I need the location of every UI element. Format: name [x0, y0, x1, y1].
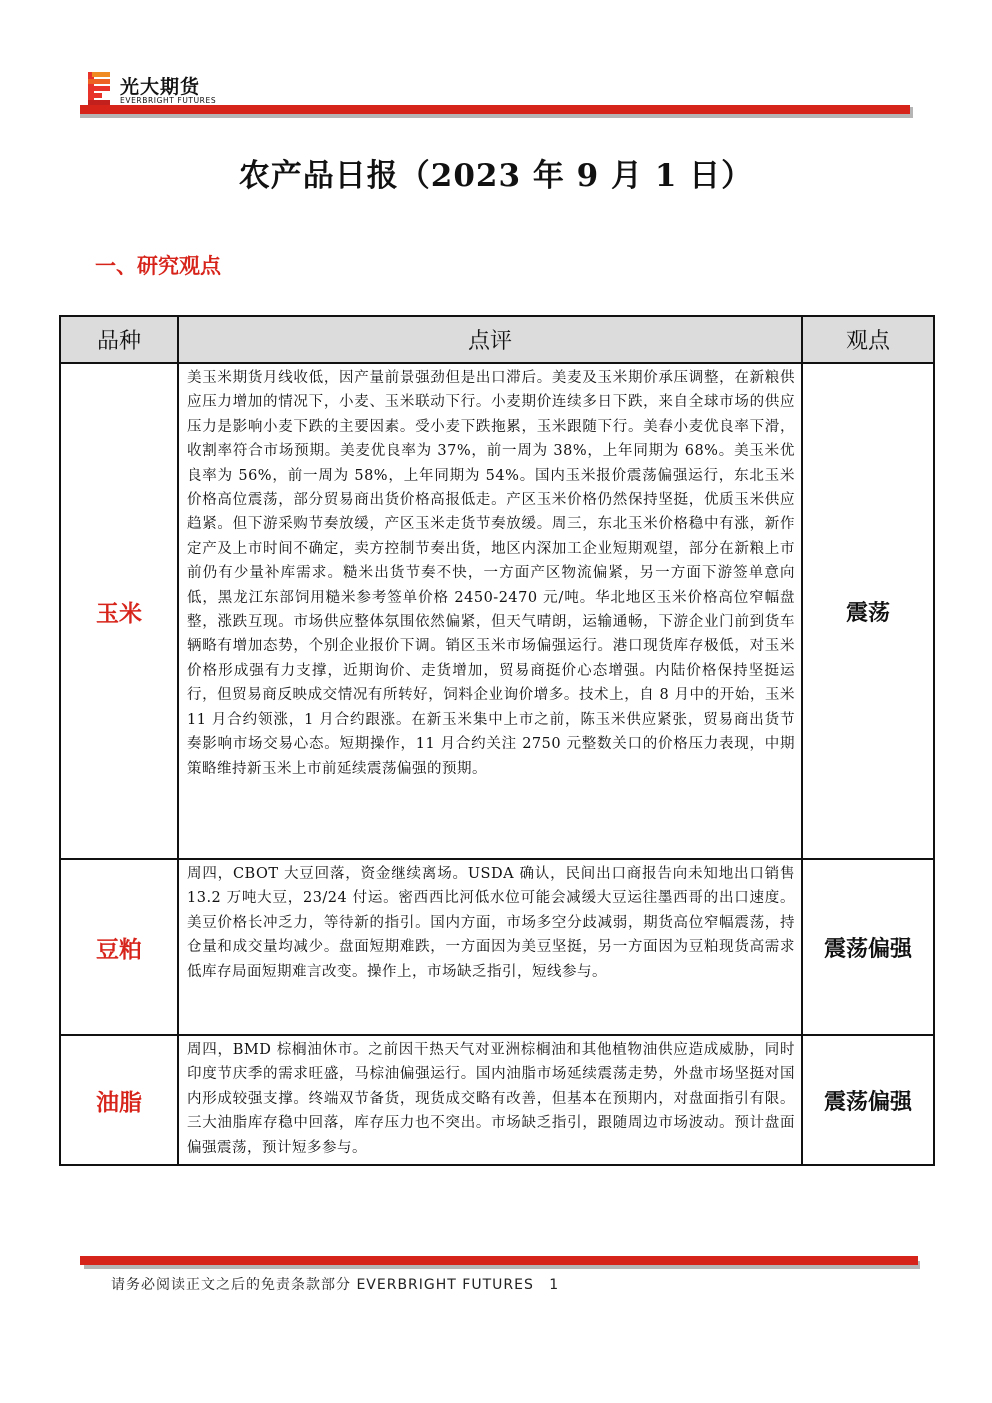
table-row	[60, 1035, 934, 1165]
table-row	[60, 859, 934, 1035]
page-number: 1	[549, 1277, 560, 1293]
comment-cell: 周四，BMD 棕榈油休市。之前因干热天气对亚洲棕榈油和其他植物油供应造成威胁，同时印度节庆季的需求旺盛，马棕油偏强运行。国内油脂市场延续震荡走势，外盘市场坚挺对国内形成较强支撑。终端双节备货，现货成交略有改善，但基本在预期内，对盘面指引有限。三大油脂库存稳中回落，库存压力也不突出。市场缺乏指引，跟随周边市场波动。预计盘面偏强震荡，预计短多参与。	[178, 1035, 802, 1165]
research-view-table	[59, 315, 935, 1166]
column-header-view: 观点	[802, 316, 934, 363]
view-cell: 震荡偏强	[802, 1035, 934, 1165]
column-header-variety: 品种	[60, 316, 178, 363]
comment-cell: 周四，CBOT 大豆回落，资金继续离场。USDA 确认，民间出口商报告向未知地出口销售 13.2 万吨大豆，23/24 付运。密西西比河低水位可能会减缓大豆运往墨西哥的出口速度。美豆价格长冲乏力，等待新的指引。国内方面，市场多空分歧减弱，期货高位窄幅震荡，持仓量和成交量均减少。盘面短期难跌，一方面因为美豆坚挺，另一方面因为豆粕现货高需求低库存局面短期难言改变。操作上，市场缺乏指引，短线参与。	[178, 859, 802, 1035]
logo-mark-icon	[88, 72, 114, 106]
view-cell: 震荡偏强	[802, 859, 934, 1035]
view-cell: 震荡	[802, 363, 934, 859]
footer-text: 请务必阅读正文之后的免责条款部分 EVERBRIGHT FUTURES	[111, 1277, 534, 1293]
table-header-row	[60, 316, 934, 363]
footer-rule	[80, 1256, 918, 1265]
company-logo	[88, 72, 238, 106]
table-row	[60, 363, 934, 859]
variety-cell: 油脂	[60, 1035, 178, 1165]
section-heading: 一、研究观点	[95, 253, 221, 278]
logo-text-cn: 光大期货	[120, 76, 201, 98]
header-rule	[80, 105, 910, 114]
column-header-comment: 点评	[178, 316, 802, 363]
report-title: 农产品日报（2023 年 9 月 1 日）	[238, 158, 754, 194]
logo-text-en: EVERBRIGHT FUTURES	[120, 96, 217, 105]
comment-cell: 美玉米期货月线收低，因产量前景强劲但是出口滞后。美麦及玉米期价承压调整，在新粮供应压力增加的情况下，小麦、玉米联动下行。小麦期价连续多日下跌，来自全球市场的供应压力是影响小麦下跌的主要因素。受小麦下跌拖累，玉米跟随下行。美春小麦优良率下滑，收割率符合市场预期。美麦优良率为 37%，前一周为 38%，上年同期为 68%。美玉米优良率为 56%，前一周为 58%，上年同期为 54%。国内玉米报价震荡偏强运行，东北玉米价格高位震荡，部分贸易商出货价格高报低走。产区玉米价格仍然保持坚挺，优质玉米供应趋紧。但下游采购节奏放缓，产区玉米走货节奏放缓。周三，东北玉米价格稳中有涨，新作定产及上市时间不确定，卖方控制节奏出货，地区内深加工企业短期观望，部分在新粮上市前仍有少量补库需求。糙米出货节奏不快，一方面产区物流偏紧，另一方面下游签单意向低，黑龙江东部饲用糙米参考签单价格 2450-2470 元/吨。华北地区玉米价格高位窄幅盘整，涨跌互现。市场供应整体氛围依然偏紧，但天气晴朗，运输通畅，下游企业门前到货车辆略有增加态势，个别企业报价下调。销区玉米市场偏强运行。港口现货库存极低，对玉米价格形成强有力支撑，近期询价、走货增加，贸易商挺价心态增强。内陆价格保持坚挺运行，但贸易商反映成交情况有所转好，饲料企业询价增多。技术上，自 8 月中的开始，玉米 11 月合约领涨，1 月合约跟涨。在新玉米集中上市之前，陈玉米供应紧张，贸易商出货节奏影响市场交易心态。短期操作，11 月合约关注 2750 元整数关口的价格压力表现，中期策略维持新玉米上市前延续震荡偏强的预期。	[178, 363, 802, 859]
footer-disclaimer	[111, 1274, 559, 1294]
variety-cell: 玉米	[60, 363, 178, 859]
variety-cell: 豆粕	[60, 859, 178, 1035]
